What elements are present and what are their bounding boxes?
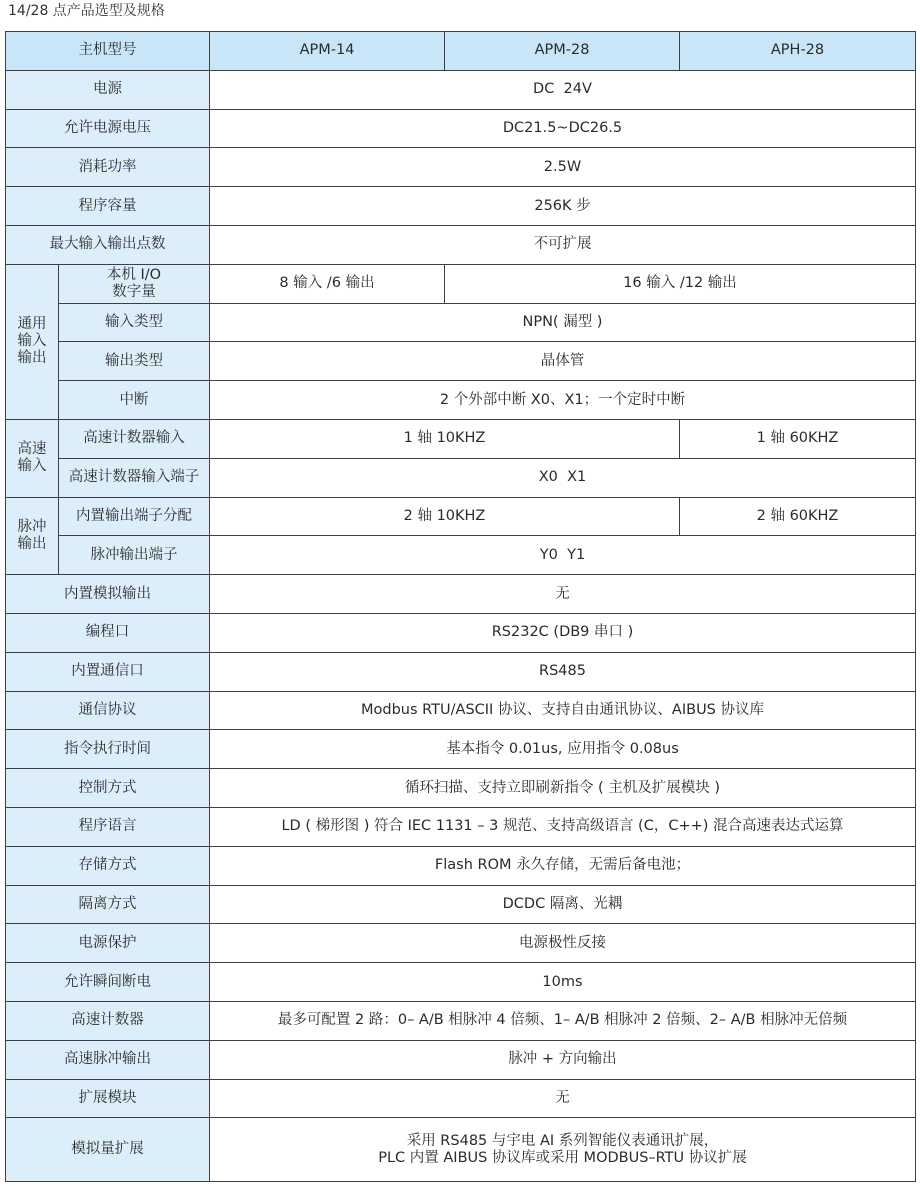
row-value-analog-expansion — [210, 1118, 916, 1182]
table-row — [6, 1040, 916, 1079]
row-value-program-port: RS232C (DB9 串口 ) — [210, 613, 916, 652]
row-value-expansion: 无 — [210, 1079, 916, 1118]
table-row — [6, 536, 916, 575]
table-row — [6, 303, 916, 342]
row-label-power-loss: 允许瞬间断电 — [6, 963, 210, 1002]
table-row — [6, 575, 916, 614]
table-row — [6, 1118, 916, 1182]
row-value-control: 循环扫描、支持立即刷新指令 ( 主机及扩展模块 ) — [210, 769, 916, 808]
row-value-isolation: DCDC 隔离、光耦 — [210, 885, 916, 924]
table-row — [6, 769, 916, 808]
table-row — [6, 458, 916, 497]
row-label-input-type: 输入类型 — [59, 303, 210, 342]
row-label-counter-terminal: 高速计数器输入端子 — [59, 458, 210, 497]
table-row — [6, 264, 916, 303]
table-row — [6, 924, 916, 963]
row-value-analog-output: 无 — [210, 575, 916, 614]
spec-table — [5, 31, 916, 1182]
table-row — [6, 342, 916, 381]
row-value-language: LD ( 梯形图 ) 符合 IEC 1131 – 3 规范、支持高级语言 (C，C++) 混合高速表达式运算 — [210, 807, 916, 846]
header-model-label: 主机型号 — [6, 32, 210, 71]
row-label-pulse-terminal: 脉冲输出端子 — [59, 536, 210, 575]
row-label-output-type: 输出类型 — [59, 342, 210, 381]
table-row — [6, 381, 916, 420]
table-row — [6, 187, 916, 226]
row-label-expansion: 扩展模块 — [6, 1079, 210, 1118]
row-value-counter-input-apm: 1 轴 10KHZ — [210, 419, 680, 458]
table-row — [6, 613, 916, 652]
row-value-counter-terminal: X0 X1 — [210, 458, 916, 497]
row-label-control: 控制方式 — [6, 769, 210, 808]
row-value-output-type: 晶体管 — [210, 342, 916, 381]
row-label-program-capacity: 程序容量 — [6, 187, 210, 226]
row-label-terminal-assign: 内置输出端子分配 — [59, 497, 210, 536]
row-label-hs-counter: 高速计数器 — [6, 1001, 210, 1040]
row-value-local-io-apm14: 8 输入 /6 输出 — [210, 264, 445, 303]
row-value-protocol: Modbus RTU/ASCII 协议、支持自由通讯协议、AIBUS 协议库 — [210, 691, 916, 730]
table-row — [6, 225, 916, 264]
group-label-pulse-output: 脉冲 输出 — [6, 497, 59, 575]
row-value-terminal-assign-aph: 2 轴 60KHZ — [680, 497, 916, 536]
row-label-exec-time: 指令执行时间 — [6, 730, 210, 769]
row-value-counter-input-aph: 1 轴 60KHZ — [680, 419, 916, 458]
analog-expansion-line-1: 采用 RS485 与宇电 AI 系列智能仪表通讯扩展， — [406, 1132, 719, 1149]
table-row — [6, 419, 916, 458]
row-label-allowed-voltage: 允许电源电压 — [6, 109, 210, 148]
row-value-power-protect: 电源极性反接 — [210, 924, 916, 963]
analog-expansion-line-2: PLC 内置 AIBUS 协议库或采用 MODBUS–RTU 协议扩展 — [378, 1149, 747, 1166]
row-value-max-io: 不可扩展 — [210, 225, 916, 264]
table-row — [6, 652, 916, 691]
table-row — [6, 497, 916, 536]
row-label-power: 电源 — [6, 70, 210, 109]
table-row — [6, 691, 916, 730]
row-value-interrupt: 2 个外部中断 X0、X1；一个定时中断 — [210, 381, 916, 420]
page-title: 14/28 点产品选型及规格 — [8, 3, 165, 19]
row-label-storage: 存储方式 — [6, 846, 210, 885]
row-value-input-type: NPN( 漏型 ) — [210, 303, 916, 342]
row-value-pulse-terminal: Y0 Y1 — [210, 536, 916, 575]
row-value-allowed-voltage: DC21.5~DC26.5 — [210, 109, 916, 148]
row-label-isolation: 隔离方式 — [6, 885, 210, 924]
row-label-local-io: 本机 I/O 数字量 — [59, 264, 210, 303]
row-label-interrupt: 中断 — [59, 381, 210, 420]
group-label-high-speed-input: 高速 输入 — [6, 419, 59, 497]
row-value-exec-time: 基本指令 0.01us, 应用指令 0.08us — [210, 730, 916, 769]
table-row — [6, 1079, 916, 1118]
row-value-program-capacity: 256K 步 — [210, 187, 916, 226]
table-row — [6, 70, 916, 109]
row-label-analog-expansion: 模拟量扩展 — [6, 1118, 210, 1182]
row-label-protocol: 通信协议 — [6, 691, 210, 730]
table-row — [6, 1001, 916, 1040]
row-value-hs-pulse: 脉冲 + 方向输出 — [210, 1040, 916, 1079]
row-label-language: 程序语言 — [6, 807, 210, 846]
group-label-general-io: 通用 输入 输出 — [6, 264, 59, 419]
row-value-terminal-assign-apm: 2 轴 10KHZ — [210, 497, 680, 536]
row-value-hs-counter: 最多可配置 2 路：0– A/B 相脉冲 4 倍频、1– A/B 相脉冲 2 倍频、2– A/B 相脉冲无倍频 — [210, 1001, 916, 1040]
table-row — [6, 730, 916, 769]
table-row — [6, 807, 916, 846]
row-value-power-loss: 10ms — [210, 963, 916, 1002]
row-label-consumption: 消耗功率 — [6, 148, 210, 187]
table-row — [6, 148, 916, 187]
header-row — [6, 32, 916, 71]
table-row — [6, 885, 916, 924]
row-value-power: DC 24V — [210, 70, 916, 109]
row-value-local-io-apm28: 16 输入 /12 输出 — [445, 264, 916, 303]
table-row — [6, 963, 916, 1002]
header-model-aph28: APH-28 — [680, 32, 916, 71]
row-label-program-port: 编程口 — [6, 613, 210, 652]
row-label-hs-pulse: 高速脉冲输出 — [6, 1040, 210, 1079]
row-label-analog-output: 内置模拟输出 — [6, 575, 210, 614]
row-value-consumption: 2.5W — [210, 148, 916, 187]
row-value-storage: Flash ROM 永久存储，无需后备电池； — [210, 846, 916, 885]
row-label-max-io: 最大输入输出点数 — [6, 225, 210, 264]
row-label-counter-input: 高速计数器输入 — [59, 419, 210, 458]
header-model-apm14: APM-14 — [210, 32, 445, 71]
row-label-power-protect: 电源保护 — [6, 924, 210, 963]
table-row — [6, 109, 916, 148]
header-model-apm28: APM-28 — [445, 32, 680, 71]
row-value-comm-port: RS485 — [210, 652, 916, 691]
row-label-comm-port: 内置通信口 — [6, 652, 210, 691]
table-row — [6, 846, 916, 885]
